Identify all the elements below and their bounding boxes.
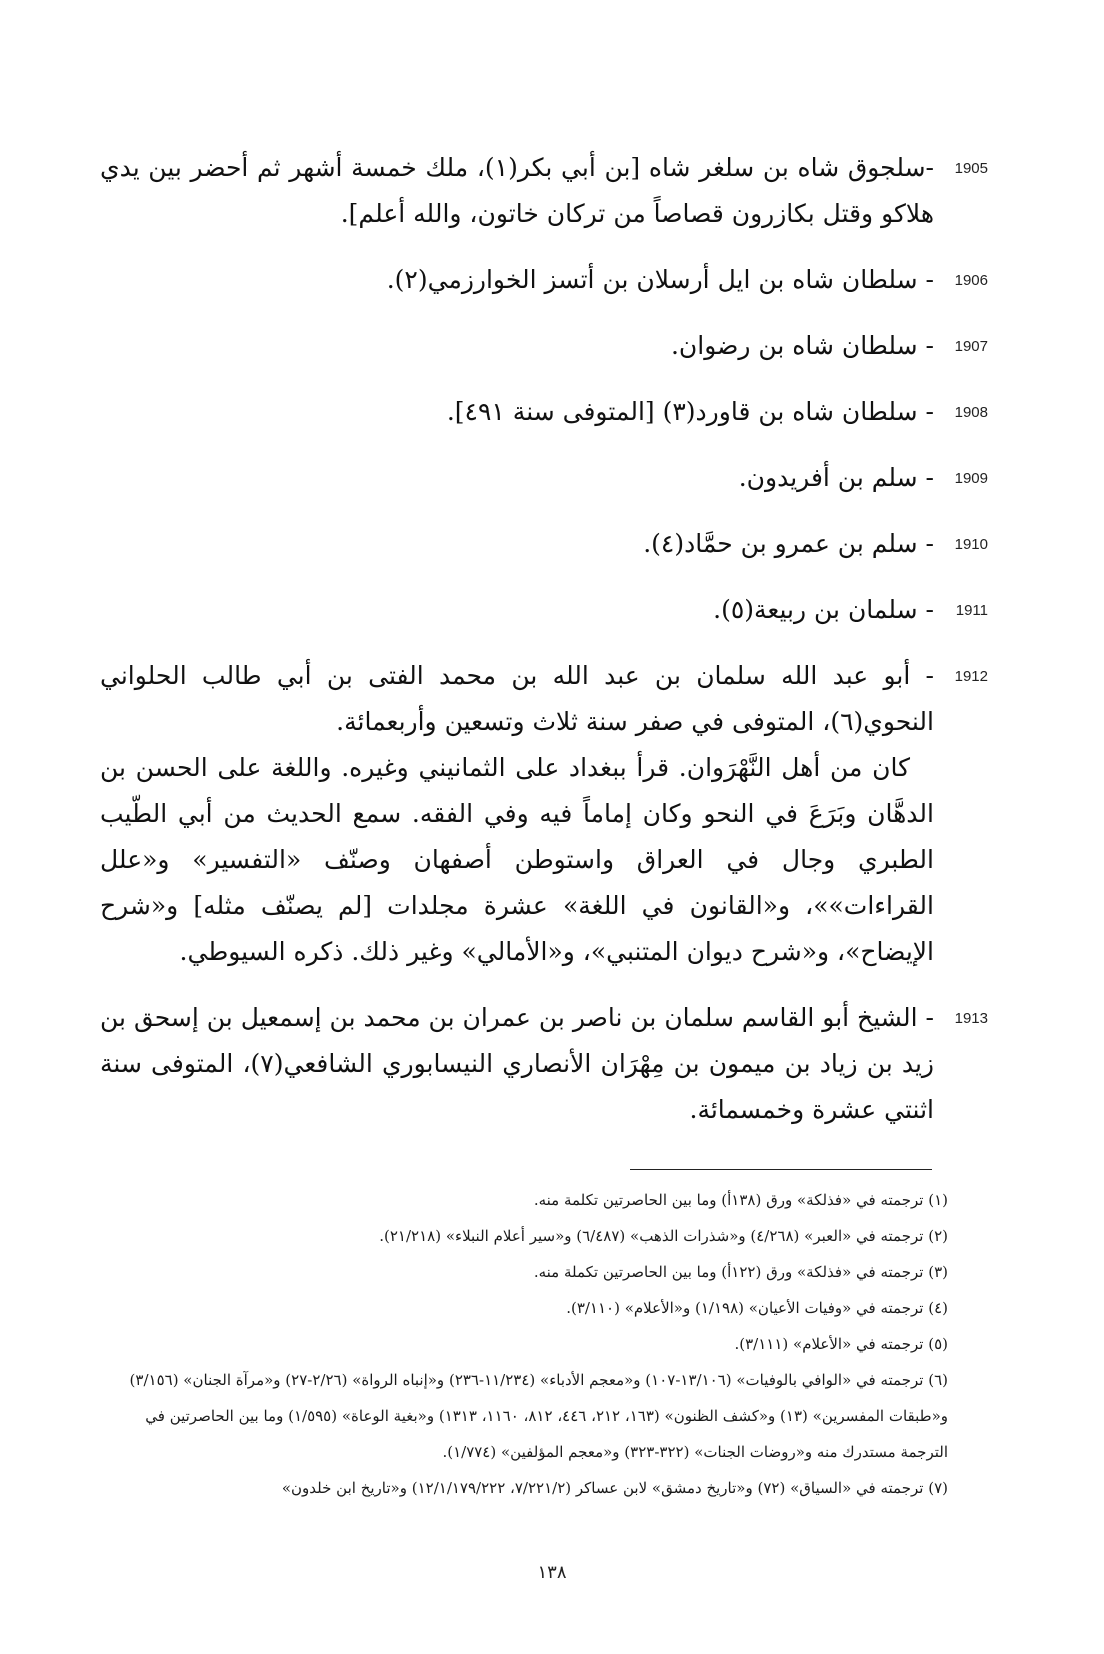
entry-text: -سلجوق شاه بن سلغر شاه [بن أبي بكر(١)، ملك خمسة أشهر ثم أحضر بين يدي هلاكو وقتل بكازرون قصاصاً من تركان خاتون، والله أعلم]. bbox=[100, 153, 934, 228]
entry-number: 1911 bbox=[955, 602, 988, 619]
entry-1907 bbox=[100, 323, 988, 369]
entry-text: - سلطان شاه بن قاورد(٣) [المتوفى سنة ٤٩١]. bbox=[446, 397, 934, 426]
entry-biography: كان من أهل النَّهْرَوان. قرأ ببغداد على الثمانيني وغيره. واللغة على الحسن بن الدهَّان وبَرَعَ في النحو وكان إماماً فيه وفي الفقه. سمع الحديث من أبي الطّيب الطبري وجال في العراق واستوطن أصفهان وصنّف «التفسير» و«علل القراءات»»، و«القانون في اللغة» عشرة مجلدات [لم يصنّف مثله] و«شرح الإيضاح»، و«شرح ديوان المتنبي»، و«الأمالي» وغير ذلك. ذكره السيوطي. bbox=[100, 753, 934, 966]
footnote-7: (٧) ترجمته في «السياق» (٧٢) و«تاريخ دمشق» لابن عساكر (٧/٢٢١/٢، ١٢/١/١٧٩/٢٢٢) و«تاريخ ابن خلدون» bbox=[281, 1479, 948, 1497]
footnote-divider bbox=[630, 1169, 932, 1170]
entry-1909 bbox=[100, 455, 988, 501]
entry-number: 1910 bbox=[954, 536, 988, 553]
entry-1913 bbox=[100, 995, 988, 1133]
entry-1910 bbox=[100, 521, 988, 567]
footnotes bbox=[100, 1182, 948, 1506]
page-number: ١٣٨ bbox=[537, 1562, 567, 1583]
entry-1911 bbox=[100, 587, 988, 633]
entry-1906 bbox=[100, 257, 988, 303]
entry-text: - سلطان شاه بن رضوان. bbox=[670, 331, 934, 360]
footnote-2: (٢) ترجمته في «العبر» (٤/٢٦٨) و«شذرات الذهب» (٦/٤٨٧) و«سير أعلام النبلاء» (٢١/٢١٨). bbox=[379, 1227, 948, 1245]
entry-text: - الشيخ أبو القاسم سلمان بن ناصر بن عمران بن محمد بن إسمعيل بن إسحق بن زيد بن زياد بن ميمون بن مِهْرَان الأنصاري النيسابوري الشافعي(٧)، المتوفى سنة اثنتي عشرة وخمسمائة. bbox=[100, 1003, 934, 1124]
entry-number: 1905 bbox=[954, 160, 988, 177]
footnote-3: (٣) ترجمته في «فذلكة» ورق (١٢٢أ) وما بين الحاصرتين تكملة منه. bbox=[533, 1263, 948, 1281]
entry-text: - سلم بن أفريدون. bbox=[738, 463, 934, 492]
footnote-4: (٤) ترجمته في «وفيات الأعيان» (١/١٩٨) و«الأعلام» (٣/١١٠). bbox=[566, 1299, 948, 1317]
entry-text: - سلمان بن ربيعة(٥). bbox=[713, 595, 934, 624]
entry-number: 1906 bbox=[954, 272, 988, 289]
footnote-1: (١) ترجمته في «فذلكة» ورق (١٣٨أ) وما بين الحاصرتين تكلمة منه. bbox=[533, 1191, 948, 1209]
entry-number: 1909 bbox=[954, 470, 988, 487]
entry-number: 1913 bbox=[954, 1010, 988, 1027]
entry-number: 1908 bbox=[954, 404, 988, 421]
entry-text: - سلم بن عمرو بن حمَّاد(٤). bbox=[643, 529, 934, 558]
footnote-5: (٥) ترجمته في «الأعلام» (٣/١١١). bbox=[734, 1335, 948, 1353]
entry-text: - أبو عبد الله سلمان بن عبد الله بن محمد الفتى بن أبي طالب الحلواني النحوي(٦)، المتوفى في صفر سنة ثلاث وتسعين وأربعمائة. bbox=[100, 661, 934, 736]
entry-text: - سلطان شاه بن ايل أرسلان بن أتسز الخوارزمي(٢). bbox=[386, 265, 934, 294]
footnote-6: (٦) ترجمته في «الوافي بالوفيات» (١٣/١٠٦-١٠٧) و«معجم الأدباء» (١١/٢٣٤-٢٣٦) و«إنباه الرواة» (٢/٢٦-٢٧) و«مرآة الجنان» (٣/١٥٦) و«طبقات المفسرين» (١٣) و«كشف الظنون» (١٦٣، ٢١٢، ٤٤٦، ٨١٢، ١١٦٠، ١٣١٣) و«بغية الوعاة» (١/٥٩٥) وما بين الحاصرتين في الترجمة مستدرك منه و«روضات الجنات» (٣٢٢-٣٢٣) و«معجم المؤلفين» (١/٧٧٤). bbox=[129, 1371, 948, 1461]
entry-1912 bbox=[100, 653, 988, 975]
entry-1908 bbox=[100, 389, 988, 435]
entries-list bbox=[100, 145, 988, 1153]
entry-number: 1907 bbox=[954, 338, 988, 355]
entry-number: 1912 bbox=[954, 668, 988, 685]
entry-1905 bbox=[100, 145, 988, 237]
